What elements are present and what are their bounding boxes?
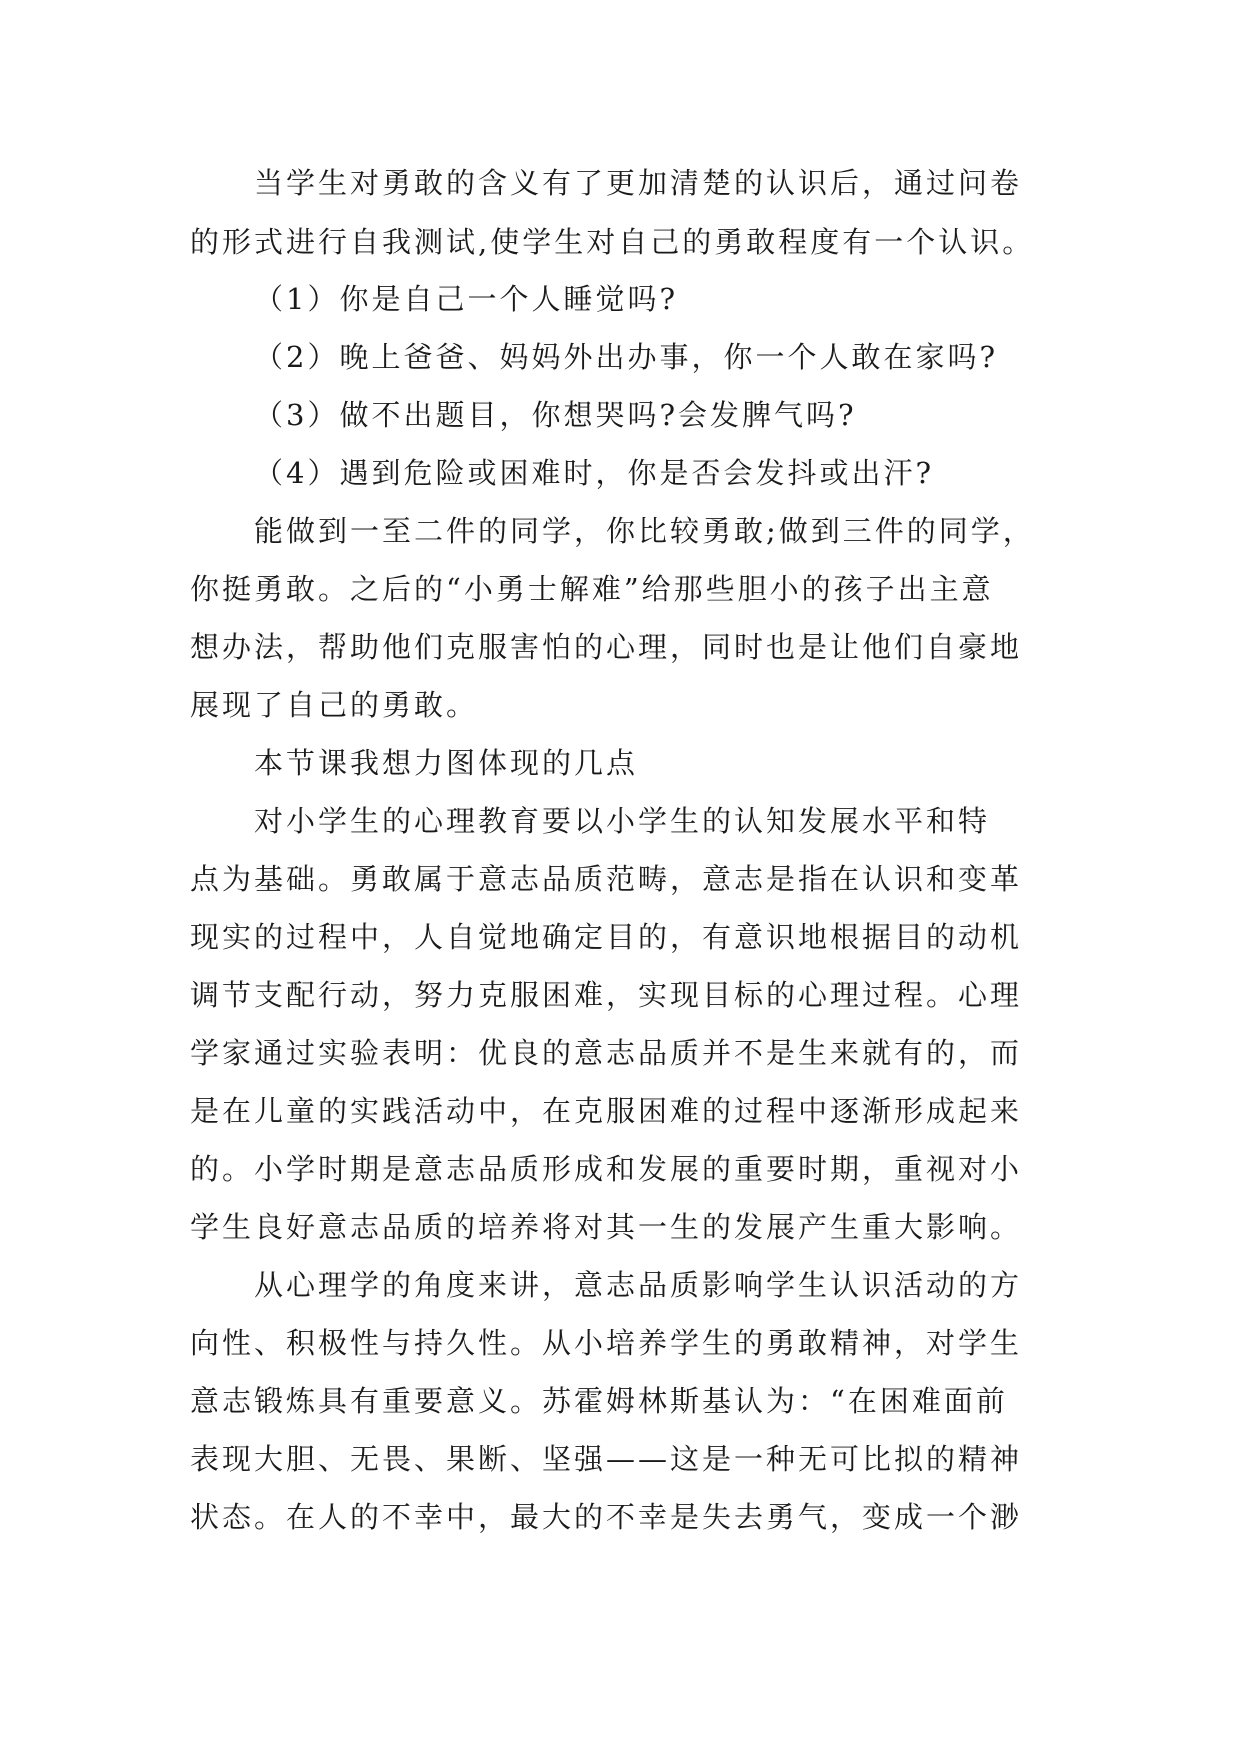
text-line: 想办法，帮助他们克服害怕的心理，同时也是让他们自豪地 [190, 630, 1023, 664]
text-line: （1）你是自己一个人睡觉吗? [254, 282, 678, 316]
text-line: 对小学生的心理教育要以小学生的认知发展水平和特 [254, 804, 991, 838]
text-line: 当学生对勇敢的含义有了更加清楚的认识后，通过问卷 [254, 166, 1023, 200]
text-line: 展现了自己的勇敢。 [190, 688, 479, 722]
text-line: 意志锻炼具有重要意义。苏霍姆林斯基认为：“在困难面前 [190, 1384, 1008, 1418]
text-line: 的形式进行自我测试,使学生对自己的勇敢程度有一个认识。 [190, 225, 1035, 259]
text-line: 向性、积极性与持久性。从小培养学生的勇敢精神，对学生 [190, 1326, 1023, 1360]
text-line: 学生良好意志品质的培养将对其一生的发展产生重大影响。 [190, 1210, 1023, 1244]
text-line: 的。小学时期是意志品质形成和发展的重要时期，重视对小 [190, 1152, 1023, 1186]
text-line: （3）做不出题目，你想哭吗?会发脾气吗? [254, 398, 857, 432]
text-line: 你挺勇敢。之后的“小勇士解难”给那些胆小的孩子出主意 [190, 572, 994, 606]
text-line: （4）遇到危险或困难时，你是否会发抖或出汗? [254, 456, 934, 490]
text-line: 学家通过实验表明：优良的意志品质并不是生来就有的，而 [190, 1036, 1023, 1070]
text-line: （2）晚上爸爸、妈妈外出办事，你一个人敢在家吗? [254, 340, 998, 374]
text-line: 调节支配行动，努力克服困难，实现目标的心理过程。心理 [190, 978, 1023, 1012]
text-line: 表现大胆、无畏、果断、坚强——这是一种无可比拟的精神 [190, 1442, 1023, 1476]
text-line: 能做到一至二件的同学，你比较勇敢;做到三件的同学， [254, 514, 1035, 548]
text-line: 点为基础。勇敢属于意志品质范畴，意志是指在认识和变革 [190, 862, 1023, 896]
text-line: 现实的过程中，人自觉地确定目的，有意识地根据目的动机 [190, 920, 1023, 954]
text-line: 是在儿童的实践活动中，在克服困难的过程中逐渐形成起来 [190, 1094, 1023, 1128]
text-line: 状态。在人的不幸中，最大的不幸是失去勇气，变成一个渺 [190, 1500, 1023, 1534]
text-line: 从心理学的角度来讲，意志品质影响学生认识活动的方 [254, 1268, 1023, 1302]
section-heading: 本节课我想力图体现的几点 [254, 746, 639, 780]
